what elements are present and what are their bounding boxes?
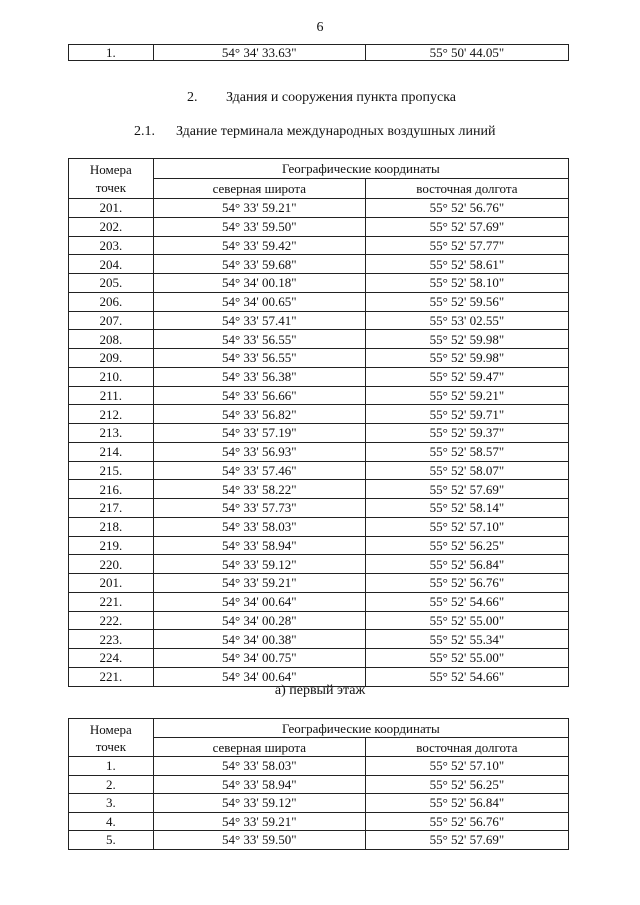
point-number: 215. [69,461,154,480]
latitude-cell: 54° 34' 00.28" [153,611,365,630]
table-row [69,812,569,831]
table-header-row [69,719,569,738]
points-header-line2: точек [95,179,127,195]
latitude-cell: 54° 33' 58.94" [153,775,365,794]
table-row [69,592,569,611]
latitude-cell: 54° 33' 57.41" [153,311,365,330]
table-row [69,217,569,236]
table-row [69,45,569,61]
point-number: 209. [69,349,154,368]
point-number: 4. [69,812,154,831]
longitude-header: восточная долгота [365,738,568,757]
table-row [69,517,569,536]
longitude-cell: 55° 52' 59.56" [365,292,568,311]
geo-coordinates-header: Географические координаты [153,159,568,179]
point-number: 223. [69,630,154,649]
longitude-header: восточная долгота [365,179,568,199]
point-number: 218. [69,517,154,536]
longitude-cell: 55° 52' 56.76" [365,199,568,218]
page-number: 6 [316,20,324,35]
point-number: 214. [69,442,154,461]
table-row [69,480,569,499]
first-floor-coordinates-table [68,718,569,850]
latitude-cell: 54° 34' 00.64" [153,592,365,611]
longitude-cell: 55° 52' 56.84" [365,555,568,574]
point-number: 210. [69,367,154,386]
latitude-cell: 54° 33' 58.94" [153,536,365,555]
longitude-cell: 55° 52' 58.57" [365,442,568,461]
latitude-cell: 54° 34' 33.63" [153,45,365,61]
top-continuation-table [68,44,569,61]
table-row [69,367,569,386]
longitude-cell: 55° 52' 58.07" [365,461,568,480]
point-number: 208. [69,330,154,349]
latitude-cell: 54° 33' 59.68" [153,255,365,274]
table-row [69,405,569,424]
section-title: Здания и сооружения пункта пропуска [226,90,456,105]
latitude-cell: 54° 33' 59.12" [153,794,365,813]
table-row [69,461,569,480]
table-row [69,292,569,311]
table-row [69,349,569,368]
table-row [69,424,569,443]
table-row [69,757,569,776]
latitude-cell: 54° 33' 56.66" [153,386,365,405]
longitude-cell: 55° 52' 55.00" [365,611,568,630]
latitude-cell: 54° 33' 56.55" [153,330,365,349]
longitude-cell: 55° 52' 58.14" [365,499,568,518]
longitude-cell: 55° 52' 55.34" [365,630,568,649]
table-row [69,236,569,255]
point-number: 204. [69,255,154,274]
table-row [69,442,569,461]
table-row [69,630,569,649]
latitude-cell: 54° 33' 58.03" [153,517,365,536]
terminal-coordinates-table [68,158,569,687]
point-number: 203. [69,236,154,255]
point-number: 216. [69,480,154,499]
table-row [69,611,569,630]
point-number: 219. [69,536,154,555]
table-row [69,831,569,850]
table-row [69,499,569,518]
longitude-cell: 55° 52' 56.25" [365,536,568,555]
point-number: 205. [69,274,154,293]
latitude-cell: 54° 33' 58.03" [153,757,365,776]
longitude-cell: 55° 52' 57.10" [365,757,568,776]
points-header [69,719,154,757]
latitude-cell: 54° 33' 59.21" [153,199,365,218]
longitude-cell: 55° 52' 56.25" [365,775,568,794]
longitude-cell: 55° 52' 54.66" [365,592,568,611]
table-row [69,536,569,555]
points-header-line2: точек [95,738,127,754]
longitude-cell: 55° 50' 44.05" [365,45,568,61]
latitude-cell: 54° 34' 00.18" [153,274,365,293]
longitude-cell: 55° 52' 58.61" [365,255,568,274]
points-header-line1: Номера [89,161,132,177]
longitude-cell: 55° 52' 57.69" [365,217,568,236]
latitude-cell: 54° 33' 59.21" [153,812,365,831]
section-title: Здание терминала международных воздушных линий [176,124,496,139]
point-number: 207. [69,311,154,330]
point-number: 1. [69,45,154,61]
longitude-cell: 55° 53' 02.55" [365,311,568,330]
table-row [69,775,569,794]
section-number: 2.1. [134,124,155,139]
point-number: 2. [69,775,154,794]
longitude-cell: 55° 52' 59.98" [365,330,568,349]
longitude-cell: 55° 52' 58.10" [365,274,568,293]
latitude-header: северная широта [153,738,365,757]
latitude-cell: 54° 33' 56.93" [153,442,365,461]
point-number: 212. [69,405,154,424]
latitude-cell: 54° 33' 59.12" [153,555,365,574]
point-number: 217. [69,499,154,518]
point-number: 220. [69,555,154,574]
point-number: 221. [69,592,154,611]
points-header [69,159,154,199]
table-row [69,311,569,330]
longitude-cell: 55° 52' 59.71" [365,405,568,424]
latitude-cell: 54° 33' 58.22" [153,480,365,499]
latitude-header: северная широта [153,179,365,199]
section-number: 2. [187,90,198,105]
table-row [69,199,569,218]
latitude-cell: 54° 33' 56.82" [153,405,365,424]
table-row [69,555,569,574]
longitude-cell: 55° 52' 56.84" [365,794,568,813]
point-number: 224. [69,649,154,668]
longitude-cell: 55° 52' 57.77" [365,236,568,255]
point-number: 202. [69,217,154,236]
longitude-cell: 55° 52' 57.10" [365,517,568,536]
points-header-line1: Номера [89,721,132,737]
point-number: 3. [69,794,154,813]
point-number: 5. [69,831,154,850]
longitude-cell: 55° 52' 55.00" [365,649,568,668]
longitude-cell: 55° 52' 56.76" [365,574,568,593]
longitude-cell: 55° 52' 59.37" [365,424,568,443]
latitude-cell: 54° 33' 59.50" [153,217,365,236]
latitude-cell: 54° 33' 57.19" [153,424,365,443]
table-row [69,794,569,813]
latitude-cell: 54° 33' 59.50" [153,831,365,850]
point-number: 201. [69,199,154,218]
point-number: 222. [69,611,154,630]
longitude-cell: 55° 52' 57.69" [365,480,568,499]
table-row [69,386,569,405]
table-row [69,649,569,668]
longitude-cell: 55° 52' 56.76" [365,812,568,831]
latitude-cell: 54° 33' 56.38" [153,367,365,386]
point-number: 201. [69,574,154,593]
latitude-cell: 54° 34' 00.38" [153,630,365,649]
point-number: 1. [69,757,154,776]
point-number: 211. [69,386,154,405]
table-row [69,330,569,349]
longitude-cell: 55° 52' 59.47" [365,367,568,386]
latitude-cell: 54° 33' 57.46" [153,461,365,480]
point-number: 213. [69,424,154,443]
table-row [69,574,569,593]
latitude-cell: 54° 34' 00.65" [153,292,365,311]
latitude-cell: 54° 34' 00.75" [153,649,365,668]
longitude-cell: 55° 52' 57.69" [365,831,568,850]
first-floor-caption: а) первый этаж [274,683,366,698]
table-header-row [69,159,569,179]
longitude-cell: 55° 52' 59.21" [365,386,568,405]
latitude-cell: 54° 33' 57.73" [153,499,365,518]
point-number: 206. [69,292,154,311]
geo-coordinates-header: Географические координаты [153,719,568,738]
point-number: 221. [69,667,154,686]
table-row [69,255,569,274]
latitude-cell: 54° 33' 56.55" [153,349,365,368]
latitude-cell: 54° 33' 59.42" [153,236,365,255]
longitude-cell: 55° 52' 59.98" [365,349,568,368]
latitude-cell: 54° 33' 59.21" [153,574,365,593]
latitude-cell: 54° 34' 00.64" [153,667,365,686]
table-row [69,274,569,293]
longitude-cell: 55° 52' 54.66" [365,667,568,686]
